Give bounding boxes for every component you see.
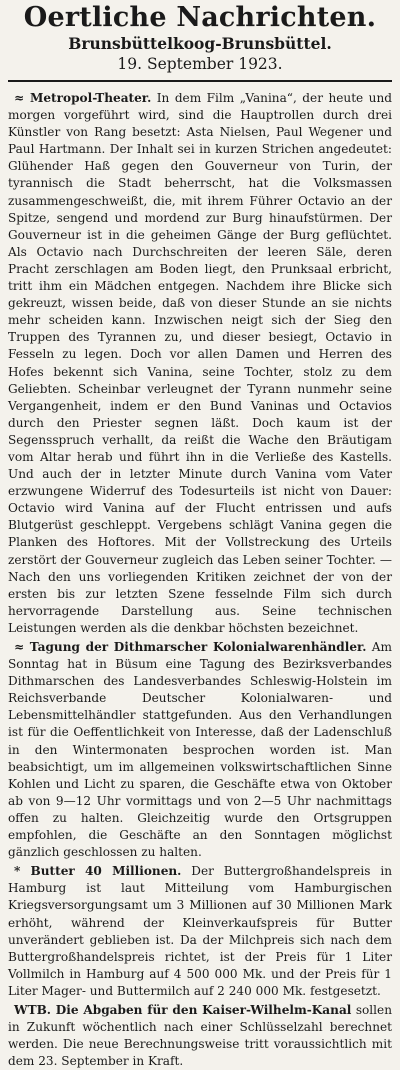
article-butter-price bbox=[8, 863, 392, 1000]
article-lead: WTB. Die Abgaben für den Kaiser-Wilhelm-Kanal bbox=[14, 1002, 352, 1017]
section-title: Oertliche Nachrichten. bbox=[23, 2, 377, 33]
date-heading: 19. September 1923. bbox=[117, 55, 283, 73]
heading-rule bbox=[8, 80, 392, 82]
article-body: Am Sonntag hat in Büsum eine Tagung des Bezirksverbandes Dithmarschen des Landesverbandes Schleswig-Holstein im Reichsverbande Deutscher Kolonialwaren- und Lebensmittelhändler stattgefunden. Aus den Verhandlungen ist für die Oeffentlichkeit von Interesse, daß der Ladenschluß in den Wintermonaten besprochen worden ist. Man beabsichtigt, um im allgemeinen volkswirtschaftlichen Sinne Kohlen und Licht zu sparen, die Geschäfte etwa von Oktober ab von 9—12 Uhr vormittags und von 2—5 Uhr nachmittags offen zu halten. Gleichzeitig wurde den Ortsgruppen empfohlen, die Geschäfte an den Sonntagen möglichst gänzlich geschlossen zu halten. bbox=[8, 640, 392, 860]
article-body: Der Buttergroßhandelspreis in Hamburg ist laut Mitteilung vom Hamburgischen Kriegsversorgungsamt um 3 Millionen auf 30 Millionen Mark erhöht, während der Kleinverkaufspreis für Butter unverändert geblieben ist. Da der Milchpreis sich nach dem Buttergroßhandelspreis richtet, ist der Preis für 1 Liter Vollmilch in Hamburg auf 4 500 000 Mk. und der Preis für 1 Liter Mager- und Buttermilch auf 2 240 000 Mk. festgesetzt. bbox=[8, 864, 392, 998]
article-body: sollen in Zukunft wöchentlich nach einer Schlüsselzahl berechnet werden. Die neue Berechnungsweise tritt voraussichtlich mit dem 23. September in Kraft. bbox=[8, 1002, 392, 1069]
article-lead: ≈ Tagung der Dithmarscher Kolonialwarenhändler. bbox=[14, 640, 367, 654]
article-body: In dem Film „Vanina“, der heute und morgen vorgeführt wird, sind die Hauptrollen durch drei Künstler von Rang besetzt: Asta Nielsen, Paul Wegener und Paul Hartmann. Der Inhalt sei in kurzen Strichen angedeutet: Glühender Haß gegen den Gouverneur von Turin, der tyrannisch die Stadt beherrscht, hat die Volksmassen zusammengeschweißt, die, mit ihrem Führer Octavio an der Spitze, sengend und mordend zur Burg hinaufstürmen. Der Gouverneur ist in die geheimen Gänge der Burg geflüchtet. Als Octavio nach Durchschreiten der leeren Säle, deren Pracht zerschlagen am Boden liegt, den Prunksaal erbricht, tritt ihm ein Mädchen entgegen. Nachdem ihre Blicke sich gekreuzt, wissen beide, daß von dieser Stunde an sie nichts mehr scheiden kann. Inzwischen neigt sich der Sieg den Truppen des Tyrannen zu, und dieser besiegt, Octavio in Fesseln zu legen. Doch vor allen Damen und Herren des Hofes bekennt sich Vanina, seine Tochter, stolz zu dem Geliebten. Scheinbar verleugnet der Tyrann nunmehr seine Vergangenheit, indem er den Bund Vaninas und Octavios durch den Priester segnen läßt. Doch kaum ist der Segensspruch verhallt, da reißt die Wache den Bräutigam vom Altar herab und führt ihn in die Verließe des Kastells. Und auch der in letzter Minute durch Vanina vom Vater erzwungene Widerruf des Todesurteils ist nicht von Dauer: Octavio wird Vanina auf der Flucht entrissen und aufs Blutgerüst geschleppt. Vergebens schlägt Vanina gegen die Planken des Hoftores. Mit der Vollstreckung des Urteils zerstört der Gouverneur zugleich das Leben seiner Tochter. — Nach den uns vorliegenden Kritiken zeichnet der von der ersten bis zur letzten Szene fesselnde Film sich durch hervorragende Darstellung aus. Seine technischen Leistungen werden als die denkbar höchsten bezeichnet. bbox=[8, 91, 392, 635]
article-kolonialwarenhaendler bbox=[8, 639, 392, 861]
article-metropol-theater bbox=[8, 90, 392, 637]
article-kanal-abgaben bbox=[8, 1002, 392, 1070]
article-lead: * Butter 40 Millionen. bbox=[14, 864, 182, 879]
article-lead: ≈ Metropol-Theater. bbox=[14, 91, 152, 105]
place-heading: Brunsbüttelkoog-Brunsbüttel. bbox=[68, 34, 332, 53]
